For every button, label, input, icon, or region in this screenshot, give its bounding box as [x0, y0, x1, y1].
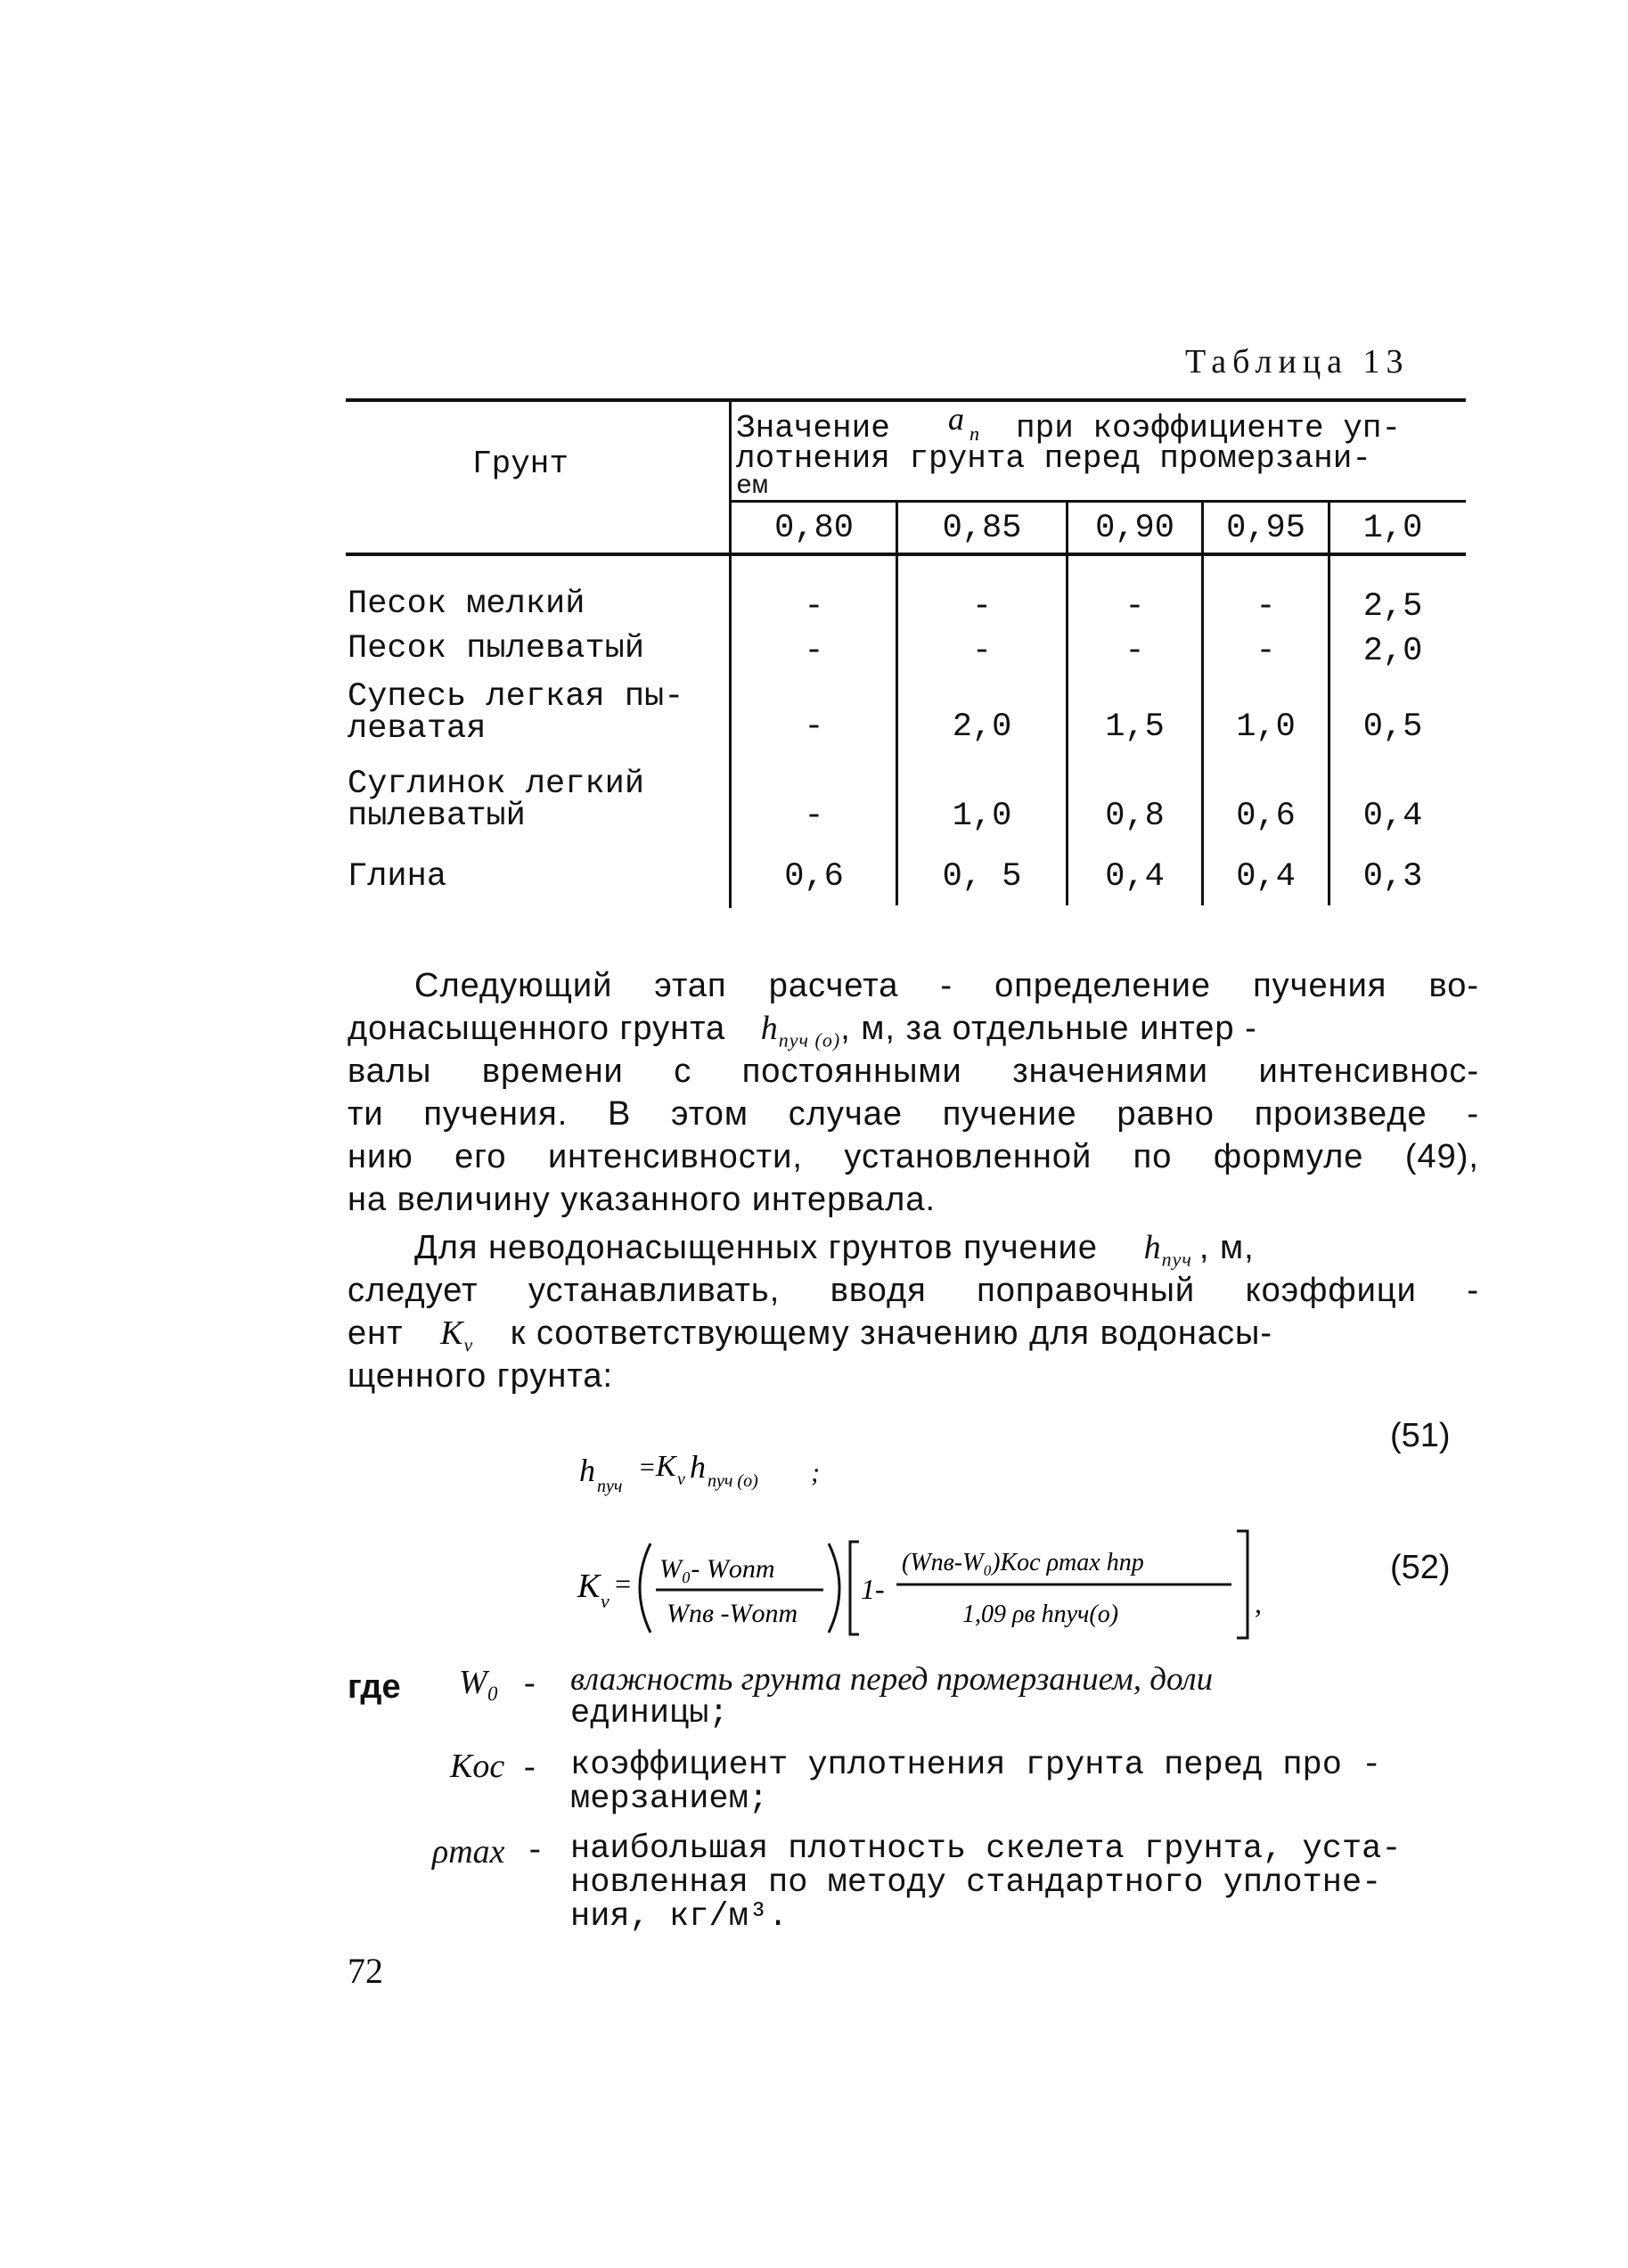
row-label-clay: Глина	[348, 858, 447, 896]
col-header-0-95: 0,95	[1226, 510, 1305, 547]
def-koc-line2: мерзанием;	[570, 1781, 769, 1818]
table-cell: -	[971, 633, 993, 670]
table-cell: -	[804, 798, 824, 835]
header-main-line2: лотнения грунта перед промерзани-	[736, 440, 1371, 477]
para2-line4: щенного грунта:	[348, 1357, 614, 1395]
svg-text:W₀- Wопт: W₀- Wопт	[659, 1554, 775, 1584]
table-cell: 0,6	[784, 858, 844, 896]
svg-text:пуч (о): пуч (о)	[708, 1471, 758, 1491]
table-subheader-rule	[729, 500, 1466, 503]
svg-text:a: a	[948, 403, 964, 437]
table-cell: -	[804, 708, 824, 746]
row-label-loam-a: Суглинок легкий	[348, 766, 645, 803]
svg-text:;: ;	[811, 1458, 820, 1487]
svg-text:=: =	[613, 1568, 633, 1600]
an-symbol	[946, 403, 991, 444]
table-caption: Таблица 13	[1185, 343, 1410, 381]
col-header-1-0: 1,0	[1362, 510, 1423, 547]
para2-line3b: к соответствующему значению для водонасы-	[510, 1314, 1273, 1352]
equation-51	[579, 1437, 882, 1508]
page-number: 72	[348, 1951, 383, 1991]
def-rho-line2: новленная по методу стандартного уплотне-	[570, 1864, 1382, 1902]
table-cell: -	[1256, 588, 1276, 626]
para1-line6: на величину указанного интервала.	[348, 1181, 937, 1218]
table-cell: -	[804, 633, 824, 670]
table-vline-main	[729, 402, 732, 908]
header-main-line1a: Значение	[736, 410, 890, 446]
kv-symbol: $K_v$	[440, 1314, 474, 1356]
table-cell: 2,0	[1362, 633, 1423, 670]
svg-text:пуч: пуч	[597, 1477, 623, 1496]
svg-text:n: n	[969, 422, 979, 444]
table-cell: -	[1256, 633, 1276, 670]
header-main-line1b: при коэффициенте уп-	[1016, 410, 1402, 446]
table-cell: 2,5	[1362, 588, 1423, 626]
row-label-sand-fine: Песок мелкий	[348, 585, 585, 623]
para1-line1: Следующий этап расчета - определение пучения во-	[414, 967, 1479, 1004]
row-label-sandy-loam-a: Супесь легкая пы-	[348, 678, 684, 716]
table-cell: 0,4	[1105, 858, 1165, 896]
svg-text:v: v	[601, 1590, 609, 1612]
svg-text:=: =	[638, 1453, 657, 1482]
def-w0-line1: влажность грунта перед промерзанием, доли	[570, 1661, 1214, 1698]
where-dash-3: -	[529, 1830, 541, 1867]
table-cell: -	[804, 588, 824, 626]
table-cell: 0,3	[1362, 858, 1423, 896]
w0-symbol: W₀	[459, 1664, 499, 1701]
table-cell: 0,4	[1236, 858, 1296, 896]
para1-line2a: донасыщенного грунта	[348, 1010, 726, 1047]
table-cell: 0,8	[1105, 798, 1165, 835]
header-soil: Грунт	[472, 446, 569, 482]
row-label-sandy-loam-b: леватая	[348, 710, 487, 748]
def-w0-line2: единицы;	[570, 1695, 729, 1732]
para1-line2b: , м, за отдельные интер -	[840, 1010, 1257, 1047]
row-label-sand-silty: Песок пылеватый	[348, 630, 645, 667]
def-rho-line3: ния, кг/м³.	[570, 1898, 789, 1936]
table-cell: 0,5	[1362, 708, 1423, 746]
h-pucn-symbol: $h_{пуч}$	[1143, 1229, 1192, 1271]
svg-text:,: ,	[1255, 1587, 1262, 1619]
table-cell: 0,6	[1236, 798, 1296, 835]
rho-max-symbol: ρmax	[432, 1833, 505, 1871]
svg-text:h: h	[579, 1453, 595, 1488]
col-header-0-80: 0,80	[774, 510, 854, 547]
svg-text:v: v	[677, 1470, 685, 1489]
para2-line1b: , м,	[1199, 1229, 1255, 1266]
para1-line3: валы времени с постоянными значениями интенсивнос-	[348, 1052, 1479, 1090]
def-rho-line1: наибольшая плотность скелета грунта, уста-	[570, 1830, 1402, 1868]
table-cell: 0,4	[1362, 798, 1423, 835]
where-dash-1: -	[524, 1664, 536, 1701]
table-header-bottom-rule	[346, 553, 1466, 556]
svg-text:(Wпв-W₀)Kос ρmax hпр: (Wпв-W₀)Kос ρmax hпр	[902, 1549, 1144, 1576]
table-cell: 1,0	[952, 798, 1012, 835]
table-cell: 0, 5	[942, 858, 1022, 896]
svg-text:1-: 1-	[861, 1573, 885, 1605]
table-cell: 1,5	[1105, 708, 1165, 746]
para2-line1a: Для неводонасыщенных грунтов пучение	[414, 1229, 1099, 1266]
table-cell: 1,0	[1236, 708, 1296, 746]
eq51-number: (51)	[1390, 1417, 1451, 1454]
row-label-loam-b: пылеватый	[348, 798, 526, 835]
def-koc-line1: коэффициент уплотнения грунта перед про -	[570, 1747, 1382, 1784]
svg-text:h: h	[690, 1449, 706, 1485]
para2-line3a: ент	[348, 1314, 404, 1352]
header-main-line3: ем	[736, 471, 769, 502]
svg-text:K: K	[577, 1568, 601, 1605]
svg-text:1,09 ρв hпуч(о): 1,09 ρв hпуч(о)	[962, 1601, 1119, 1628]
col-header-0-90: 0,90	[1095, 510, 1174, 547]
table-cell: 2,0	[952, 708, 1012, 746]
col-header-0-85: 0,85	[942, 510, 1022, 547]
para2-line2: следует устанавливать, вводя поправочный коэффици -	[348, 1272, 1479, 1309]
where-word: где	[348, 1668, 401, 1706]
svg-text:K: K	[656, 1450, 676, 1483]
equation-52	[570, 1524, 1301, 1649]
h-symbol: $h_{пуч (о)}$	[760, 1010, 841, 1052]
svg-text:Wпв -Wопт: Wпв -Wопт	[667, 1599, 798, 1628]
where-dash-2: -	[524, 1748, 536, 1785]
koc-symbol: Kос	[450, 1748, 505, 1785]
para1-line4: ти пучения. В этом случае пучение равно произведе -	[348, 1095, 1479, 1133]
table-cell: -	[1125, 588, 1145, 626]
eq52-number: (52)	[1390, 1549, 1451, 1586]
para1-line5: нию его интенсивности, установленной по формуле (49),	[348, 1138, 1479, 1175]
table-cell: -	[971, 588, 993, 626]
table-top-rule	[346, 398, 1466, 402]
table-cell: -	[1125, 633, 1145, 670]
